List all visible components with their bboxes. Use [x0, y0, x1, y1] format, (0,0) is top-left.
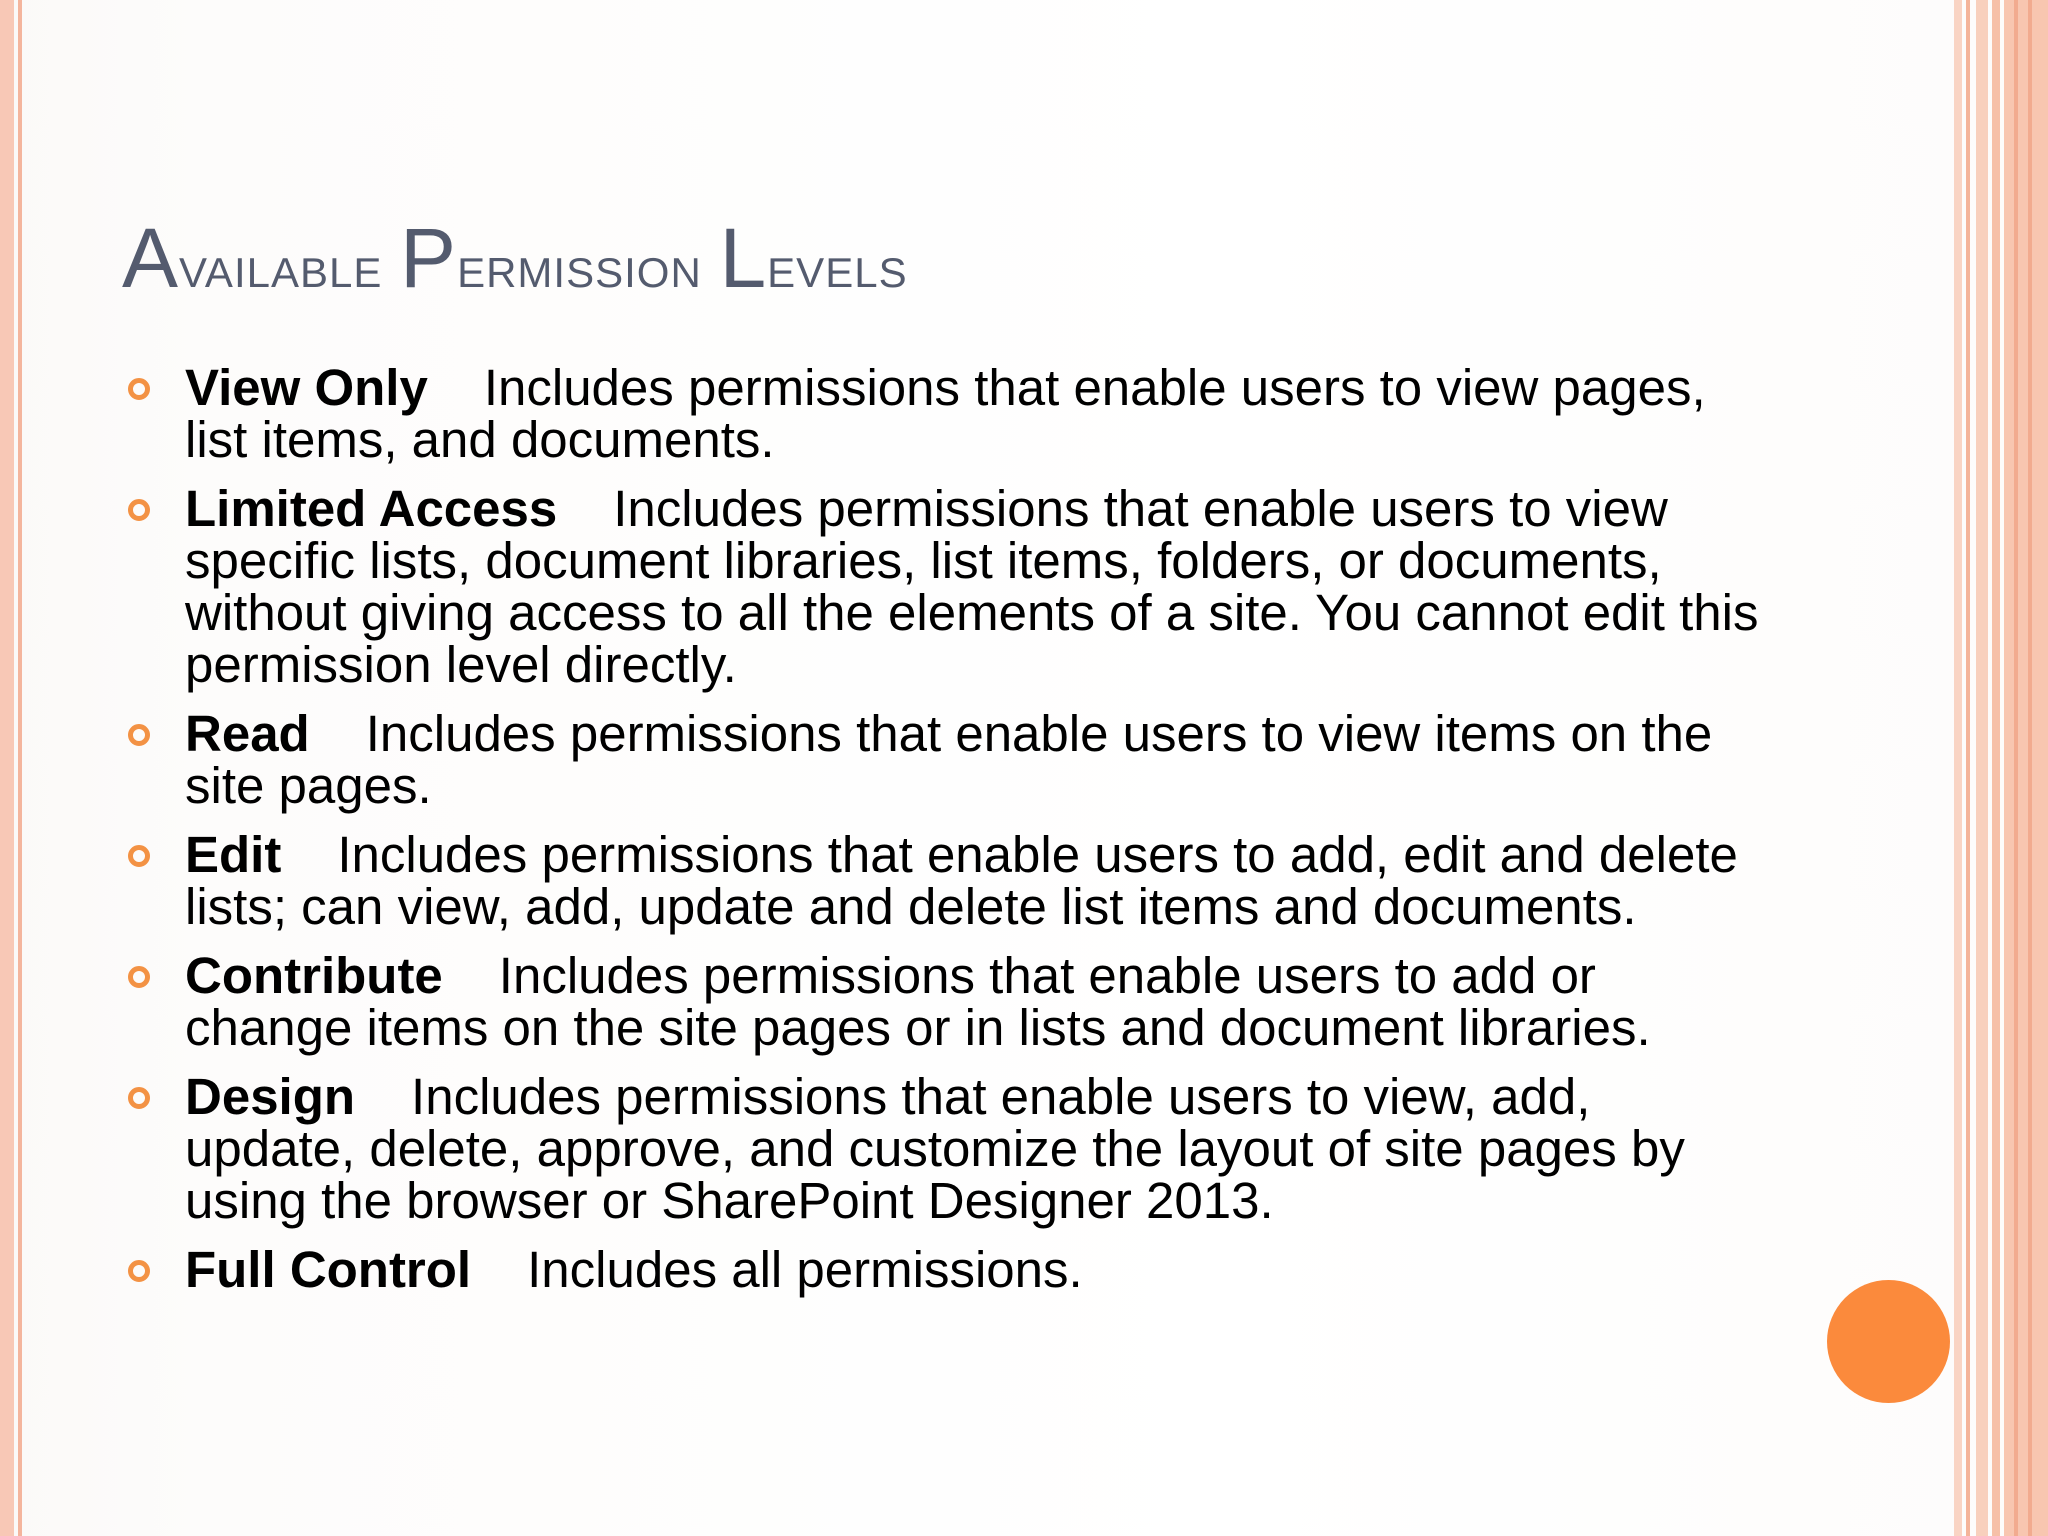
- permission-term: View Only: [185, 359, 428, 416]
- permission-description: Includes permissions that enable users to add or change items on the site pages or in lists and document libraries.: [185, 947, 1651, 1056]
- title-cap: A: [122, 211, 180, 305]
- permission-item-design: [122, 1068, 1762, 1229]
- bullet-ring-icon: [128, 499, 150, 521]
- permission-description: Includes permissions that enable users to add, edit and delete lists; can view, add, update and delete list items and documents.: [185, 826, 1738, 935]
- right-border-stripe: [2004, 0, 2048, 1536]
- slide-title: [122, 210, 908, 307]
- title-word-rest: ermission: [457, 233, 702, 300]
- permission-term: Read: [185, 705, 310, 762]
- bullet-ring-icon: [128, 1087, 150, 1109]
- decorative-circle: [1827, 1280, 1950, 1403]
- left-border-line: [18, 0, 22, 1536]
- right-border-stripe: [2014, 0, 2018, 1536]
- title-cap: L: [719, 211, 768, 305]
- permission-description: Includes permissions that enable users to view specific lists, document libraries, list items, folders, or documents, without giving access to all the elements of a site. You cannot edit this permission level directly.: [185, 480, 1759, 693]
- permission-term: Edit: [185, 826, 282, 883]
- title-cap: P: [400, 211, 458, 305]
- right-border-stripe: [1992, 0, 2000, 1536]
- bullet-ring-icon: [128, 724, 150, 746]
- permission-description: Includes permissions that enable users to view, add, update, delete, approve, and customize the layout of site pages by using the browser or SharePoint Designer 2013.: [185, 1068, 1685, 1229]
- bullet-ring-icon: [128, 378, 150, 400]
- permission-item-read: [122, 705, 1762, 814]
- right-border-stripe: [1966, 0, 1970, 1536]
- permission-item-view-only: [122, 359, 1762, 468]
- permission-term: Limited Access: [185, 480, 558, 537]
- permission-list: [122, 359, 1762, 1313]
- bullet-ring-icon: [128, 845, 150, 867]
- right-border-stripe: [2028, 0, 2032, 1536]
- permission-description: Includes all permissions.: [527, 1241, 1083, 1298]
- left-border: [0, 0, 14, 1536]
- permission-term: Design: [185, 1068, 356, 1125]
- permission-item-contribute: [122, 947, 1762, 1056]
- permission-item-edit: [122, 826, 1762, 935]
- bullet-ring-icon: [128, 1260, 150, 1282]
- bullet-ring-icon: [128, 966, 150, 988]
- permission-term: Contribute: [185, 947, 443, 1004]
- permission-item-limited-access: [122, 480, 1762, 693]
- right-border-stripe: [1976, 0, 1988, 1536]
- permission-item-full-control: [122, 1241, 1762, 1298]
- title-word-rest: evels: [767, 233, 908, 300]
- permission-description: Includes permissions that enable users to view pages, list items, and documents.: [185, 359, 1706, 468]
- permission-description: Includes permissions that enable users to view items on the site pages.: [185, 705, 1713, 814]
- permission-term: Full Control: [185, 1241, 472, 1298]
- right-border-stripe: [1954, 0, 1962, 1536]
- title-word-rest: vailable: [179, 233, 383, 300]
